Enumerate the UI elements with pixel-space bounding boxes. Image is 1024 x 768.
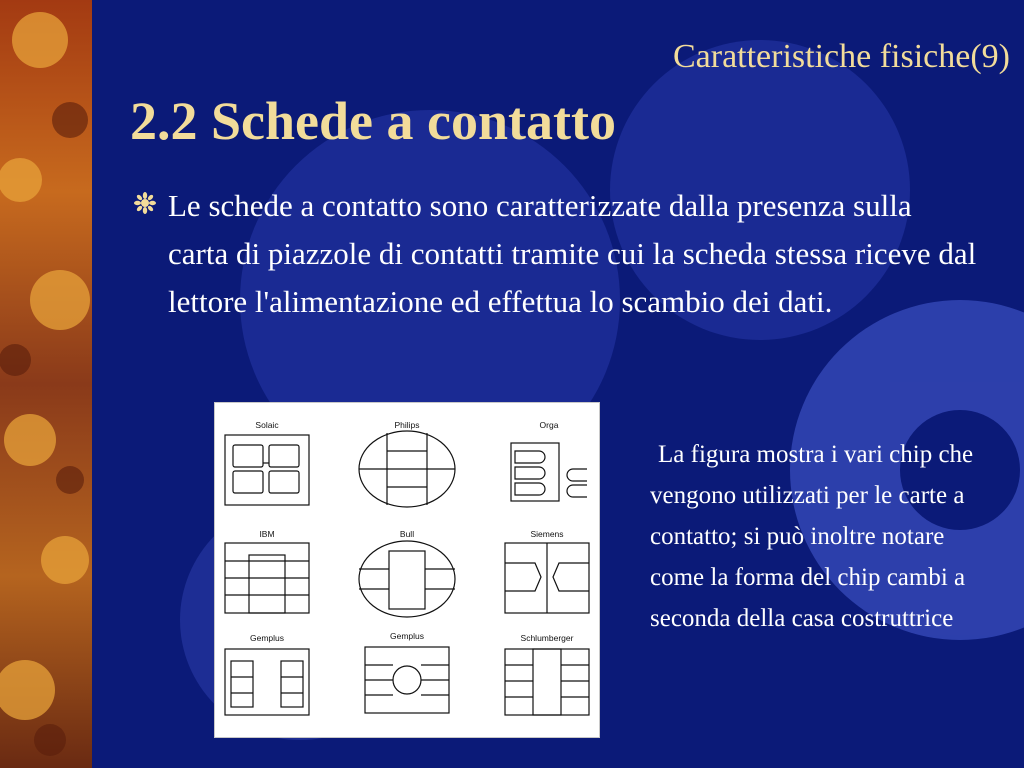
bullet-item <box>134 182 994 326</box>
figure-caption: La figura mostra i vari chip che vengono utilizzati per le carte a contatto; si può inoltre notare come la forma del chip cambi a seconda della casa costruttrice <box>650 441 974 632</box>
chip-label-1: Solaic <box>255 420 279 430</box>
chip-diagram-orga <box>511 443 559 501</box>
chip-label-6: Siemens <box>530 529 564 539</box>
flower-bullet-icon <box>134 182 168 326</box>
chip-label-2: Philips <box>394 420 420 430</box>
chip-label-4: IBM <box>259 529 275 539</box>
chip-diagram-bull <box>359 541 455 617</box>
chip-label-7: Gemplus <box>249 633 285 643</box>
chip-label-9: Schlumberger <box>520 633 574 643</box>
chip-diagram-schlumberger <box>505 649 589 715</box>
chip-label-3: Orga <box>539 420 559 430</box>
chip-diagram-gemplus-1 <box>225 649 309 715</box>
slide-subtitle: Caratteristiche fisiche(9) <box>672 38 1010 75</box>
bullet-text: Le schede a contatto sono caratterizzate dalla presenza sulla carta di piazzole di contatti tramite cui la scheda stessa riceve dal lettore l'alimentazione ed effettua lo scambio dei dati. <box>168 188 977 319</box>
left-decorative-strip <box>0 0 92 768</box>
slide-title: 2.2 Schede a contatto <box>130 91 616 151</box>
chip-label-8: Gemplus <box>389 631 425 641</box>
chip-label-5: Bull <box>399 529 415 539</box>
chip-layouts-figure <box>214 402 600 738</box>
chip-diagrams <box>215 403 599 737</box>
